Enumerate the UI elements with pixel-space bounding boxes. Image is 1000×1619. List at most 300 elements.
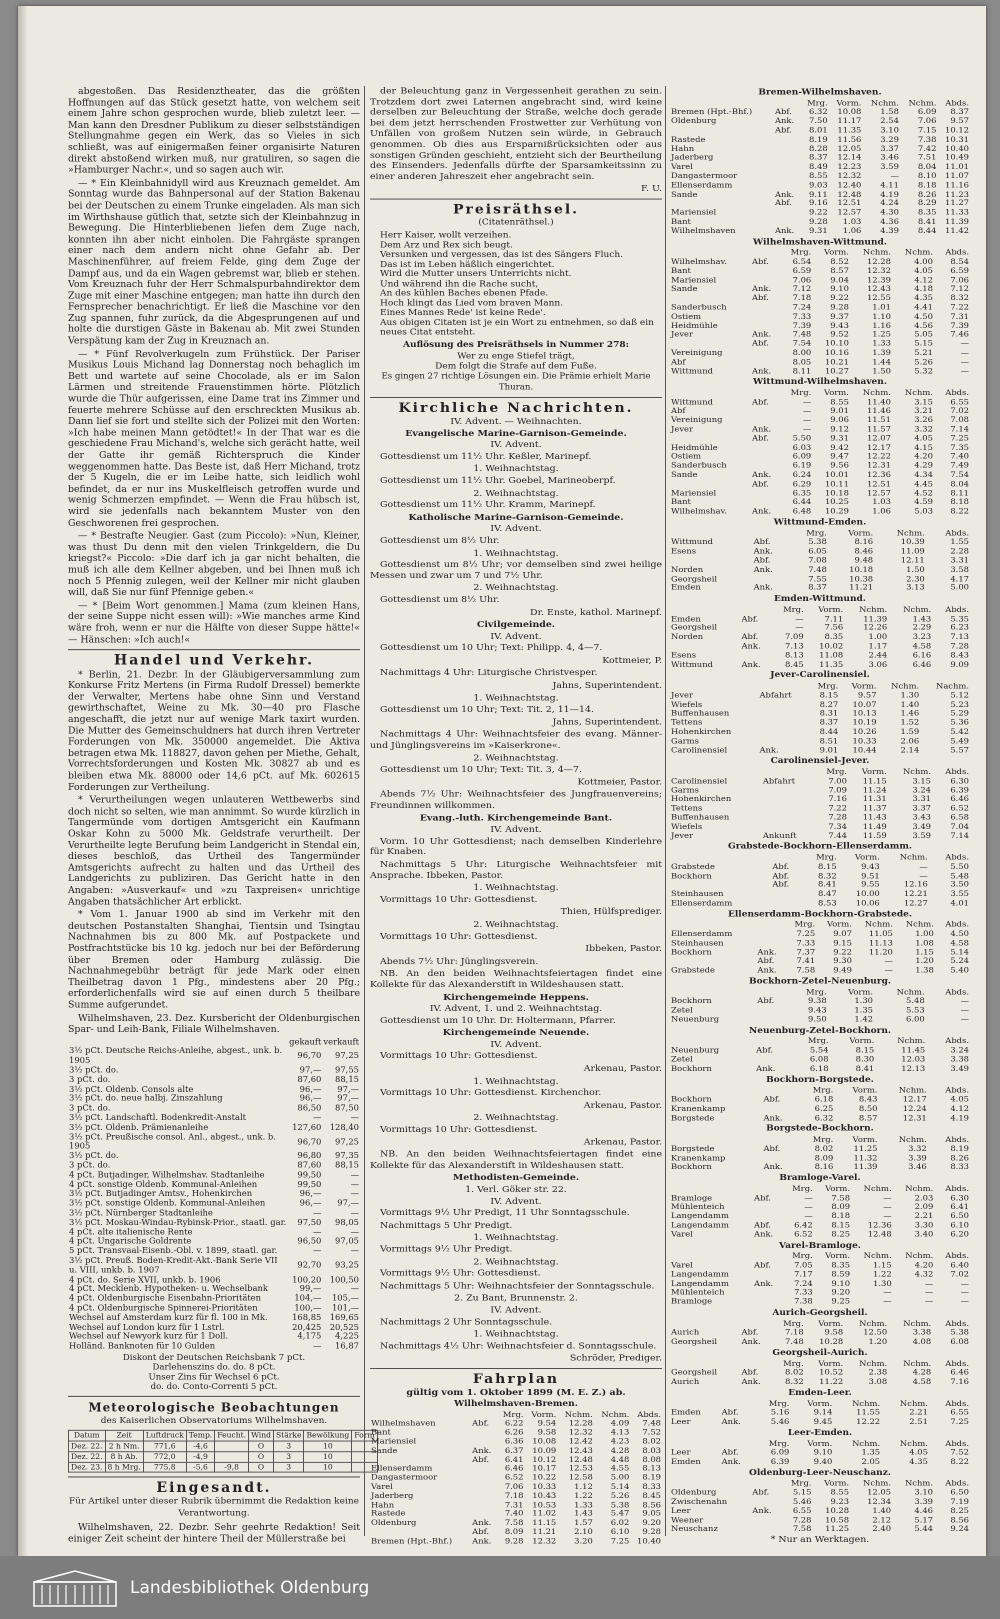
route-table — [670, 1319, 970, 1346]
departure-time: 10.33 — [532, 1481, 557, 1491]
departure-time: 7.25 — [796, 928, 816, 938]
departure-time: 8.37 — [819, 717, 839, 727]
departure-time: 11.09 — [900, 546, 925, 556]
departure-time: 12.55 — [866, 292, 891, 303]
departure-time: — — [884, 965, 893, 975]
station-name: Ostiem — [671, 451, 702, 461]
security-name: 4 pCt. sonstige Oldenb. Kommunal-Anleihen — [69, 1178, 258, 1189]
departure-time: 9.01 — [830, 405, 849, 416]
arr-dep — [471, 1492, 497, 1501]
departure-time: 2.03 — [914, 1192, 934, 1202]
departure-time: 6.55 — [950, 396, 969, 406]
departure-time: 7.31 — [504, 1499, 524, 1509]
timetable-col-header: Abds. — [945, 1036, 969, 1046]
departure-time: 7.58 — [792, 1523, 812, 1534]
rate-value: — — [313, 1245, 322, 1256]
weather-cell: -4,9 — [186, 1451, 214, 1461]
arr-dep: Ank. — [753, 582, 773, 592]
solution-line: Dem folgt die Strafe auf dem Fuße. — [435, 361, 597, 371]
departure-time: 5.14 — [610, 1481, 630, 1491]
timetable-col-header: Abds. — [945, 852, 969, 862]
weather-col-header: Temp. — [186, 1431, 214, 1441]
rate-value: 87,50 — [335, 1102, 359, 1113]
departure-time: 9.54 — [537, 1418, 557, 1428]
departure-time: 12.51 — [866, 478, 891, 489]
station-name: Zetel — [671, 1005, 693, 1015]
departure-time: 3.23 — [912, 631, 932, 642]
timetable-row — [670, 1015, 970, 1024]
rate-value: 20,425 — [292, 1321, 322, 1332]
departure-time: 11.25 — [825, 1523, 850, 1534]
departure-time: — — [919, 870, 928, 880]
timetable-col-header: Nchm. — [899, 1398, 928, 1408]
departure-time: 12.32 — [532, 1535, 557, 1546]
departure-time: 7.22 — [828, 803, 847, 813]
timetable-col-header: Abds. — [945, 766, 969, 776]
departure-time: 5.26 — [914, 356, 933, 366]
timetable-col-header: Abds. — [945, 387, 969, 397]
departure-time: 6.29 — [792, 478, 812, 489]
departure-time: — — [883, 1287, 892, 1297]
rate-value: 97,— — [337, 1083, 359, 1094]
station-name: Leer — [671, 1447, 691, 1457]
timetable-col-header: Vorm. — [823, 387, 849, 397]
departure-time: 8.45 — [642, 1490, 661, 1500]
departure-time: 8.19 — [950, 1143, 969, 1153]
weather-col-header: Datum — [69, 1431, 106, 1441]
departure-time: 10.10 — [824, 338, 849, 348]
rate-value: 16,87 — [335, 1340, 359, 1351]
departure-time: 9.57 — [950, 115, 969, 126]
station-name: Bockhorn — [671, 946, 712, 957]
service-day: IV. Advent. — [490, 824, 542, 835]
departure-time: 6.39 — [950, 784, 969, 795]
departure-time: 3.38 — [912, 1327, 932, 1337]
departure-time: 8.16 — [854, 537, 874, 547]
rate-value: 127,60 — [292, 1121, 322, 1132]
rate-value: 97,— — [337, 1093, 359, 1104]
station-name: Leer — [671, 1416, 691, 1426]
station-name: Kranenkamp — [671, 1103, 726, 1113]
rate-value: 98,05 — [335, 1217, 359, 1227]
departure-time: 7.38 — [917, 134, 937, 144]
submitted-disclaimer: Für Artikel unter dieser Rubrik übernimmt die Redaktion keine Verantwortung. — [69, 1496, 359, 1518]
route-table — [670, 1479, 970, 1534]
service-entry: Vormittags 9½ Uhr: Gottesdienst. — [380, 1268, 541, 1279]
timetable-title: Fahrplan — [472, 1371, 560, 1387]
departure-time: 2.51 — [909, 1416, 928, 1426]
security-name: 3½ pCt. do. neue halbj. Zinszahlung — [69, 1093, 223, 1104]
departure-time: 8.11 — [950, 487, 969, 498]
timetable-col-header: Abds. — [945, 1478, 969, 1488]
departure-time: 10.12 — [532, 1454, 557, 1464]
station-name: Sande — [371, 1445, 398, 1455]
departure-time: 6.44 — [792, 496, 812, 507]
service-entry: Gottesdienst um 10 Uhr. Dr. Holtermann, Pfarrer. — [380, 1015, 616, 1026]
departure-time: 6.59 — [950, 265, 969, 275]
rate-value: 97,25 — [335, 1050, 359, 1061]
church-notices — [370, 416, 662, 1364]
departure-time: 10.09 — [532, 1445, 557, 1455]
puzzle-title: Preisräthsel. — [452, 202, 580, 218]
rate-value: — — [313, 1226, 322, 1237]
departure-time: 8.44 — [819, 726, 839, 736]
departure-time: 12.03 — [901, 1054, 926, 1064]
timetable-col-header: Nchm. — [904, 247, 933, 257]
arr-dep: Abf. — [756, 1045, 774, 1055]
departure-time: 9.28 — [809, 216, 828, 226]
arr-dep: Abf. — [774, 125, 792, 135]
station-name: Rastede — [371, 1508, 406, 1518]
departure-time: 7.06 — [950, 274, 969, 284]
departure-time: 4.01 — [950, 897, 969, 908]
station-name: Jever — [671, 690, 694, 700]
station-name: Mariensiel — [671, 274, 717, 284]
departure-time: 7.54 — [792, 338, 812, 348]
departure-time: 10.08 — [532, 1436, 557, 1446]
departure-time: 5.00 — [610, 1472, 630, 1482]
arr-dep: Ank. — [753, 546, 773, 556]
departure-time: 9.57 — [857, 690, 877, 700]
timetable-col-header: Vorm. — [807, 1398, 833, 1408]
timetable-col-header: Mrg. — [817, 680, 839, 691]
departure-time: 8.08 — [642, 1454, 661, 1464]
station-name: Dangastermoor — [371, 1472, 438, 1482]
rate-value: — — [313, 1340, 322, 1351]
departure-time: 4.46 — [914, 1505, 933, 1515]
departure-time: 7.25 — [950, 433, 969, 443]
departure-time: 8.33 — [950, 1161, 969, 1171]
station-name: Zetel — [671, 1054, 693, 1064]
departure-time: — — [804, 1192, 813, 1202]
rate-value: 97,05 — [335, 1236, 359, 1246]
rate-value: 93,25 — [335, 1259, 359, 1270]
station-name: Wittmund — [671, 396, 713, 406]
timetable-col-header: Mrg. — [807, 97, 828, 108]
arr-dep — [771, 890, 801, 899]
section-divider — [68, 1396, 360, 1397]
departure-time: 10.00 — [855, 888, 880, 898]
departure-time: 2.44 — [868, 649, 888, 660]
departure-time: 1.35 — [861, 1447, 881, 1457]
service-entry: Nachmittags 4 Uhr: Liturgische Christvesper. — [380, 667, 598, 679]
security-name: 3½ pCt. Moskau-Windau-Rybinsk-Prior., staatl. gar. — [69, 1217, 287, 1227]
security-name: 3½ pCt. do. — [69, 1150, 119, 1161]
departure-time: 11.17 — [837, 115, 862, 126]
rate-value: 97,— — [299, 1064, 322, 1075]
station-name: Ellenserdamm — [671, 897, 733, 908]
arr-dep: Ank. — [752, 1505, 772, 1515]
rate-value: 96,50 — [297, 1236, 322, 1246]
departure-time: 12.26 — [863, 622, 888, 632]
exchange-row — [68, 1047, 360, 1066]
timetable-row — [670, 966, 970, 975]
departure-time: 1.59 — [900, 726, 920, 736]
weather-row — [69, 1462, 378, 1472]
departure-time: 8.22 — [950, 506, 969, 516]
timetable-col-header: Vorm. — [854, 852, 880, 862]
departure-time: 4.09 — [610, 1418, 630, 1428]
arr-dep: Abf. — [772, 861, 790, 871]
timetable-col-header: Nchm. — [902, 766, 931, 776]
departure-time: 7.24 — [794, 1278, 813, 1288]
departure-time: 7.00 — [828, 775, 847, 785]
arr-dep: Ank. — [472, 1535, 492, 1546]
departure-time: 6.24 — [792, 469, 812, 479]
newspaper-page — [18, 6, 986, 1556]
departure-time: 7.05 — [794, 1259, 813, 1270]
departure-time: 8.55 — [830, 1487, 850, 1497]
station-name: Sande — [671, 469, 698, 479]
route-table — [670, 767, 970, 840]
departure-time: 10.33 — [852, 735, 877, 745]
departure-time: 6.36 — [504, 1436, 524, 1446]
departure-time: 5.00 — [950, 582, 969, 592]
departure-time: 3.38 — [950, 1054, 969, 1064]
departure-time: 10.44 — [852, 744, 877, 755]
station-name: Weener — [671, 1514, 704, 1525]
service-day: 2. Weihnachtstag. — [473, 1112, 559, 1123]
timetable-col-header: Mrg. — [806, 527, 827, 538]
departure-time: 12.58 — [568, 1472, 593, 1482]
departure-time: 4.24 — [880, 198, 899, 208]
station-name: Sanderbusch — [671, 460, 727, 470]
departure-time: 11.21 — [532, 1526, 557, 1537]
departure-time: 3.10 — [914, 1487, 933, 1497]
departure-time: 10.29 — [824, 506, 849, 516]
departure-time: 5.14 — [950, 946, 969, 957]
departure-time: 9.20 — [831, 1287, 851, 1297]
route-heading: Emden-Wittmund. — [774, 594, 866, 604]
departure-time: 8.51 — [819, 735, 839, 745]
station-name: Heidmühle — [671, 320, 718, 330]
column-rule — [665, 86, 666, 1536]
security-name: 3½ pCt. do. — [69, 1064, 119, 1075]
departure-time: — — [924, 1296, 934, 1306]
article-paragraph: — * Bestrafte Neugier. Gast (zum Piccolo): »Nun, Kleiner, was thust Du denn mit den vielen Trinkgeldern, die Du kriegst?« Piccolo: »Die darf ich ja gar nicht behalten, die muß ich alle dem Kellner abgeben, und bei Ihnen muß ich noch 5 Pfennig zulegen, weil der Kellner mir nicht glauben will, daß Sie nur fünf Pfennige geben.« — [68, 530, 360, 598]
arr-dep: Abf. — [751, 256, 769, 266]
departure-time: 12.40 — [837, 179, 862, 190]
departure-time: 8.10 — [917, 170, 937, 181]
timetable-col-header: Nchm. — [905, 1183, 934, 1193]
departure-time: 10.16 — [824, 347, 849, 357]
timetable-col-header: Abds. — [945, 1134, 969, 1144]
station-name: Bockhorn — [671, 1063, 712, 1073]
timetable-col-header: Mrg. — [807, 1036, 829, 1046]
arr-dep: Abf. — [721, 1407, 739, 1417]
security-name: 5 pCt. Transvaal-Eisenb.-Obl. v. 1899, staatl. gar. — [69, 1245, 278, 1256]
solution-note: Es gingen 27 richtige Lösungen ein. Die Prämie erhielt Marie Thuran. — [381, 372, 651, 393]
departure-time: 7.52 — [642, 1427, 661, 1437]
timetable-col-header: Nchm. — [863, 1250, 892, 1261]
departure-time: 6.41 — [950, 1201, 969, 1212]
departure-time: 8.46 — [854, 546, 874, 556]
departure-time: 9.51 — [861, 870, 880, 880]
weather-cell: -5,6 — [186, 1462, 214, 1472]
departure-time: 12.48 — [568, 1454, 593, 1464]
rate-value: 168,85 — [292, 1312, 322, 1322]
station-name: Ellenserdamm — [671, 179, 733, 190]
departure-time: 4.05 — [909, 1447, 928, 1457]
section-divider — [370, 199, 662, 200]
station-name: Mariensiel — [671, 207, 717, 217]
departure-time: 9.49 — [833, 965, 852, 975]
arr-dep: Abf. — [763, 1094, 781, 1104]
service-day: 2. Weihnachtstag. — [473, 919, 559, 930]
station-name: Bockhorn — [671, 870, 712, 880]
rate-value: 86,50 — [297, 1102, 322, 1113]
rate-value: — — [350, 1188, 359, 1199]
departure-time: 12.48 — [837, 188, 862, 199]
departure-time: 7.51 — [917, 152, 937, 162]
departure-time: 12.05 — [837, 143, 862, 153]
trade-paragraph: * Berlin, 21. Dezbr. In der Gläubigerversammlung zum Konkurse Fritz Mertens (in Firma Rudolf Dressel) bemerkte der Verwalter, Mertens habe ohne Sinn und Verstand gewirthschaftet, Weine zu Mk. 30—40 pro Flasche angeschafft, die jetzt nur auf wenige Mark taxirt wurden. Die Mutter des Gemeinschuldners hat durch ihren Vertreter Forderungen von Mk. 350000 angemeldet. Die Aktiva betragen etwa Mk. 118827, davon gehen per Miethe, Gehalt, Vorrechtsforderungen und Kosten Mk. 30827 ab und es bleiben etwa Mk. 88000 oder 14,6 pCt. auf Mk. 602615 Forderungen zur Vertheilung. — [68, 669, 360, 793]
solution-line: Wer zu enge Stiefel trägt, — [457, 352, 575, 362]
departure-time: 6.41 — [504, 1454, 524, 1464]
departure-time: — — [890, 170, 899, 181]
departure-time: 7.25 — [610, 1535, 630, 1546]
timetable-col-header: Mrg. — [790, 1478, 812, 1488]
service-entry: Gottesdienst um 11½ Uhr. Kramm, Marinepf. — [380, 499, 596, 510]
timetable-col-header: Abds. — [945, 97, 969, 108]
service-day: IV. Advent. — [490, 1195, 542, 1207]
timetable-col-header: Vorm. — [849, 1036, 875, 1046]
departure-time: 1.17 — [868, 640, 888, 651]
departure-time: 11.16 — [945, 179, 969, 190]
route-table — [670, 1359, 970, 1386]
departure-time: 11.40 — [866, 396, 891, 406]
arr-dep — [751, 303, 781, 312]
timetable-col-header: Abds. — [945, 919, 969, 929]
weather-col-header: Zeit — [105, 1431, 143, 1441]
departure-time: 1.38 — [915, 965, 934, 975]
departure-time: 1.00 — [915, 928, 934, 938]
departure-time: 11.56 — [837, 134, 862, 144]
station-name: Ostiem — [671, 311, 702, 321]
station-name: Bremen (Hpt.-Bhf.) — [371, 1535, 453, 1546]
departure-time: 3.30 — [914, 1219, 934, 1230]
departure-time: 4.58 — [912, 640, 932, 651]
arr-dep: Ank. — [753, 564, 773, 574]
departure-time: 1.40 — [900, 699, 920, 709]
departure-time: 3.55 — [950, 888, 969, 898]
service-entry: Abends 7½ Uhr: Jünglingsverein. — [380, 956, 539, 967]
timetable-row — [670, 660, 970, 669]
arr-dep: Abf. — [741, 1367, 759, 1377]
arr-dep — [756, 1006, 788, 1015]
departure-time: 7.12 — [792, 283, 812, 293]
departure-time: 7.08 — [950, 414, 969, 425]
departure-time: 2.30 — [906, 573, 925, 583]
departure-time: — — [960, 356, 969, 366]
departure-time: 8.32 — [785, 1376, 804, 1386]
security-name: 4 pCt. do. Serie XVII, unkb. b. 1906 — [69, 1274, 221, 1284]
departure-time: 3.37 — [880, 143, 899, 153]
station-name: Emden — [671, 613, 701, 623]
route-heading: Ellenserdamm-Bockhorn-Grabstede. — [728, 909, 912, 919]
departure-time: 12.13 — [901, 1063, 926, 1073]
arr-dep — [471, 1501, 497, 1510]
departure-time: 7.37 — [796, 946, 816, 957]
service-entry: Gottesdienst um 10 Uhr; Text: Tit. 2, 11—14. — [380, 704, 594, 715]
departure-time: 8.43 — [950, 649, 969, 660]
departure-time: 9.07 — [833, 928, 852, 938]
solution-lines — [370, 352, 662, 371]
quote-line: Eines Mannes Rede' ist keine Rede'. — [380, 308, 546, 318]
timetable-col-header: Nchm. — [859, 604, 888, 614]
station-name: Sande — [671, 283, 698, 293]
arr-dep: Ank. — [756, 1063, 776, 1073]
departure-time: 8.03 — [642, 1445, 661, 1455]
departure-time: 8.55 — [830, 396, 849, 406]
departure-time: 7.58 — [504, 1517, 524, 1528]
departure-time: 5.38 — [610, 1499, 630, 1509]
departure-time: 1.42 — [854, 1014, 873, 1024]
timetable-col-header: Vorm. — [852, 1134, 878, 1144]
service-entry: Nachmittags 2 Uhr Sonntagsschule. — [380, 1316, 553, 1328]
route-heading: Wittmund-Wilhelmshaven. — [753, 377, 887, 387]
station-name: Steinhausen — [671, 937, 724, 948]
departure-time: 5.50 — [792, 433, 812, 443]
timetable-col-header: Vorm. — [836, 97, 862, 108]
departure-time: 11.13 — [868, 937, 893, 948]
departure-time: 6.40 — [950, 1259, 969, 1270]
departure-time: 9.58 — [537, 1427, 557, 1437]
route-heading: Bremen-Wilhelmshaven. — [758, 87, 882, 98]
departure-time: 8.09 — [504, 1526, 524, 1537]
service-entry: Gottesdienst um 10 Uhr; Text: Philipp. 4, 4—7. — [380, 642, 603, 653]
weather-cell — [215, 1441, 249, 1451]
departure-time: 8.26 — [950, 1152, 969, 1162]
arr-dep — [758, 718, 807, 727]
departure-time: 11.21 — [849, 582, 874, 592]
departure-time: 8.02 — [785, 1367, 804, 1377]
departure-time: 4.58 — [912, 1376, 932, 1386]
timetable-col-header: Nchm. — [898, 1085, 927, 1095]
rate-value: 99,50 — [297, 1178, 322, 1189]
departure-time: 4.36 — [880, 216, 899, 226]
departure-time: 1.20 — [915, 956, 934, 966]
service-entry: Gottesdienst um 11½ Uhr. Goebel, Marineoberpf. — [380, 475, 616, 486]
departure-time: 9.31 — [809, 225, 828, 235]
timetable-col-header: Abds. — [945, 1318, 969, 1328]
station-name: Bant — [671, 216, 691, 226]
departure-time: 12.43 — [568, 1445, 593, 1455]
arr-dep — [471, 1464, 497, 1473]
arr-dep: Abf. — [472, 1454, 490, 1464]
security-name: Wechsel auf Newyork kurz für 1 Doll. — [69, 1331, 229, 1341]
departure-time: 10.11 — [824, 478, 849, 489]
departure-time: 6.25 — [814, 1103, 834, 1113]
weather-cell: 10 — [304, 1462, 352, 1472]
timetable-col-header: Nchm. — [903, 1318, 932, 1328]
departure-time: 3.59 — [880, 161, 899, 171]
departure-time: 1.43 — [912, 613, 932, 623]
departure-time: 4.05 — [914, 433, 933, 443]
departure-time: 11.49 — [862, 821, 887, 831]
departure-time: 9.55 — [861, 879, 880, 889]
departure-time: 12.28 — [866, 256, 891, 266]
departure-time: 8.35 — [831, 1259, 851, 1270]
departure-time: — — [883, 1201, 892, 1212]
departure-time: 8.18 — [831, 1210, 851, 1221]
discount-line: Unser Zins für Wechsel 6 pCt. — [148, 1372, 280, 1383]
departure-time: 10.43 — [532, 1490, 557, 1500]
departure-time: 5.26 — [610, 1490, 630, 1500]
arr-dep: Ank. — [757, 946, 777, 957]
departure-time: 5.46 — [792, 1496, 812, 1506]
service-entry: Gottesdienst um 8½ Uhr. — [380, 594, 500, 605]
